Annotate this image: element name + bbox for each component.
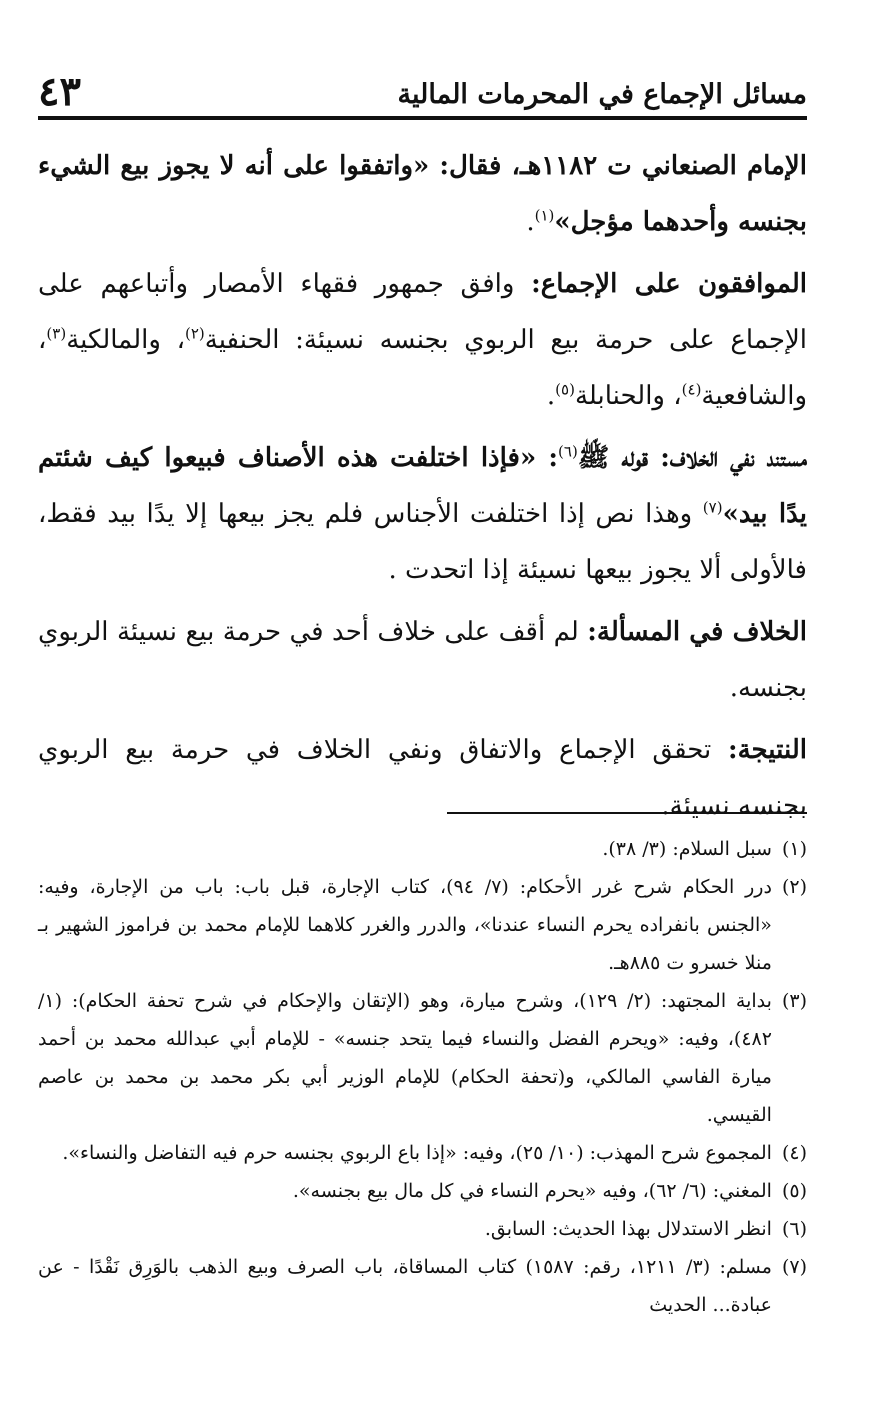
footnote-text: بداية المجتهد: (٢/ ١٢٩)، وشرح ميارة، وهو (الإتقان والإحكام في شرح تحفة الحكام): (١/ ٤٨٢)، وفيه: «ويحرم الفضل والنساء فيما يتحد جنسه» - للإمام أبي عبدالله محمد بن أحمد ميارة الفاسي المالكي، و(تحفة الحكام) للإمام الوزير أبي بكر محمد بن محمد بن عاصم القيسي. [38,990,772,1126]
footnote-separator [447,812,807,814]
footnote-number: (١) [781,838,807,860]
footnote [38,1210,807,1248]
p1-end: . [526,207,535,237]
paragraph-agreeing [38,256,807,424]
footnote-text: انظر الاستدلال بهذا الحديث: السابق. [484,1218,772,1240]
footnote-text: المجموع شرح المهذب: (١٠/ ٢٥)، وفيه: «إذا باع الربوي بجنسه حرم فيه التفاضل والنساء». [62,1142,772,1164]
main-text [38,138,807,840]
p3-heading: مستند نفي الخلاف: [660,443,808,473]
paragraph-quote-sanani [38,138,807,250]
footnote-text: مسلم: (٣/ ١٢١١، رقم: ١٥٨٧) كتاب المساقاة، باب الصرف وبيع الذهب بالوَرِق نَقْدًا - عن عبادة... الحديث [38,1256,772,1316]
p5-text: تحقق الإجماع والاتفاق ونفي الخلاف في حرمة بيع الربوي بجنسه نسيئة. [38,735,807,821]
p5-heading: النتيجة: [727,735,807,765]
footnote-ref-4: (٤) [681,380,702,399]
footnote-ref-5: (٥) [555,380,575,399]
paragraph-disagreement [38,604,807,716]
p3-text-a: قوله ﷺ [577,443,661,473]
p4-text: لم أقف على خلاف أحد في حرمة بيع نسيئة الربوي بجنسه. [38,617,807,703]
footnote-text: المغني: (٦/ ٦٢)، وفيه «يحرم النساء في كل مال بيع بجنسه». [292,1180,772,1202]
footnote-number: (٥) [781,1180,807,1202]
footnote [38,830,807,868]
footnote-number: (٤) [781,1142,807,1164]
p2-text-b: ، والمالكية [66,325,185,355]
paragraph-result [38,722,807,834]
p2-text-a: وافق جمهور فقهاء الأمصار وأتباعهم على الإجماع على حرمة بيع الربوي بجنسه نسيئة: الحنفية [38,269,807,355]
p3-text-b: وهذا نص إذا اختلفت الأجناس فلم يجز بيعها إلا يدًا بيد فقط، فالأولى ألا يجوز بيعها نسيئة إذا اتحدت . [38,499,807,585]
footnote-ref-6: (٦) [558,442,578,461]
p4-heading: الخلاف في المسألة: [587,617,807,647]
page [38,0,807,1412]
footnote-ref-1: (١) [534,206,555,225]
footnotes [38,830,807,1324]
footnote [38,1172,807,1210]
footnote-ref-7: (٧) [702,498,723,517]
footnote-ref-2: (٢) [184,324,205,343]
footnote-ref-3: (٣) [46,324,67,343]
footnote-text: درر الحكام شرح غرر الأحكام: (٧/ ٩٤)، كتاب الإجارة، قبل باب: باب من الإجارة، وفيه: «الجنس بانفراده يحرم النساء عندنا»، والدرر والغرر كلاهما للإمام محمد بن فراموز الشهير بـ منلا خسرو ت ٨٨٥هـ. [38,876,772,974]
footnote-number: (٧) [781,1256,807,1278]
footnote-text: سبل السلام: (٣/ ٣٨). [602,838,772,860]
footnote [38,1134,807,1172]
p3-hadith-quote: : «فإذا اختلفت هذه الأصناف فبيعوا كيف شئتم يدًا بيد» [38,443,807,529]
footnote [38,868,807,982]
p2-heading: الموافقون على الإجماع: [531,269,807,299]
paragraph-basis [38,430,807,598]
footnote [38,982,807,1134]
p2-text-e: . [546,381,556,411]
p2-text-c: ، والشافعية [38,325,807,411]
running-header [38,62,807,120]
footnote-number: (٦) [781,1218,807,1240]
p1-text: الإمام الصنعاني ت ١١٨٢هـ، فقال: «واتفقوا على أنه لا يجوز بيع الشيء بجنسه وأحدهما مؤجل» [38,151,807,237]
page-number: ٤٣ [38,68,81,115]
footnote-number: (٣) [781,990,807,1012]
header-title: مسائل الإجماع في المحرمات المالية [397,79,807,110]
footnote [38,1248,807,1324]
footnote-number: (٢) [781,876,807,898]
p2-text-d: ، والحنابلة [574,381,682,411]
